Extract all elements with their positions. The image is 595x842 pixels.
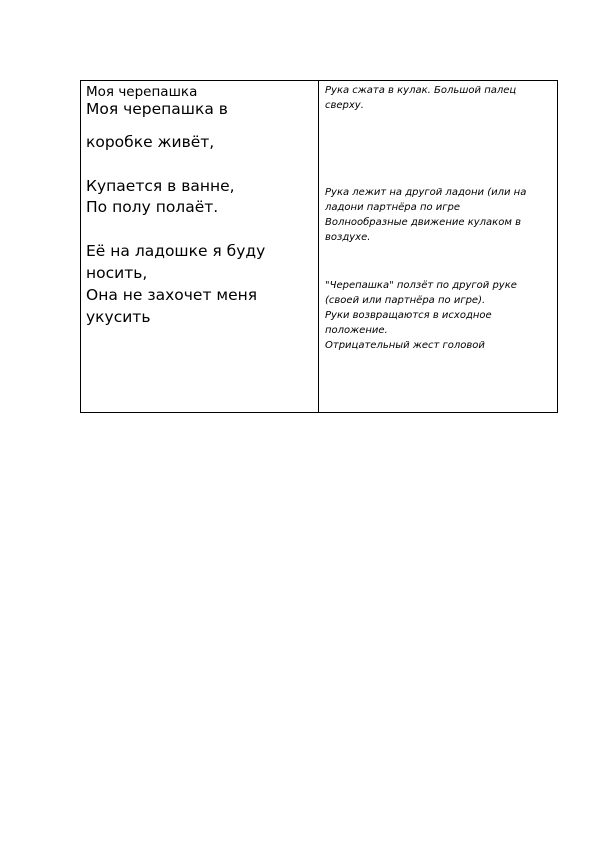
poem-column (81, 81, 319, 412)
poem-line: По полу полаёт. (86, 198, 219, 216)
gesture-line: Рука сжата в кулак. Большой палец (325, 85, 517, 96)
poem-line: укусить (86, 308, 151, 326)
poem-line: Купается в ванне, (86, 177, 235, 195)
gesture-line: воздухе. (325, 232, 371, 243)
gesture-line: Рука лежит на другой ладони (или на (325, 187, 527, 198)
poem-line: Её на ладошке я буду (86, 242, 266, 260)
gesture-line: Волнообразные движение кулаком в (325, 217, 521, 228)
gesture-line: (своей или партнёра по игре). (325, 295, 486, 306)
gesture-line: "Черепашка" ползёт по другой руке (325, 280, 517, 291)
poem-line: носить, (86, 264, 148, 282)
poem-title: Моя черепашка (86, 84, 198, 100)
poem-line: Моя черепашка в (86, 100, 228, 118)
poem-table (80, 80, 558, 413)
gesture-line: ладони партнёра по игре (325, 202, 461, 213)
gesture-line: сверху. (325, 100, 364, 111)
gesture-line: Руки возвращаются в исходное (325, 310, 492, 321)
gesture-column (319, 81, 557, 412)
gesture-line: Отрицательный жест головой (325, 340, 485, 351)
poem-line: Она не захочет меня (86, 286, 258, 304)
gesture-line: положение. (325, 325, 388, 336)
poem-line: коробке живёт, (86, 133, 215, 151)
